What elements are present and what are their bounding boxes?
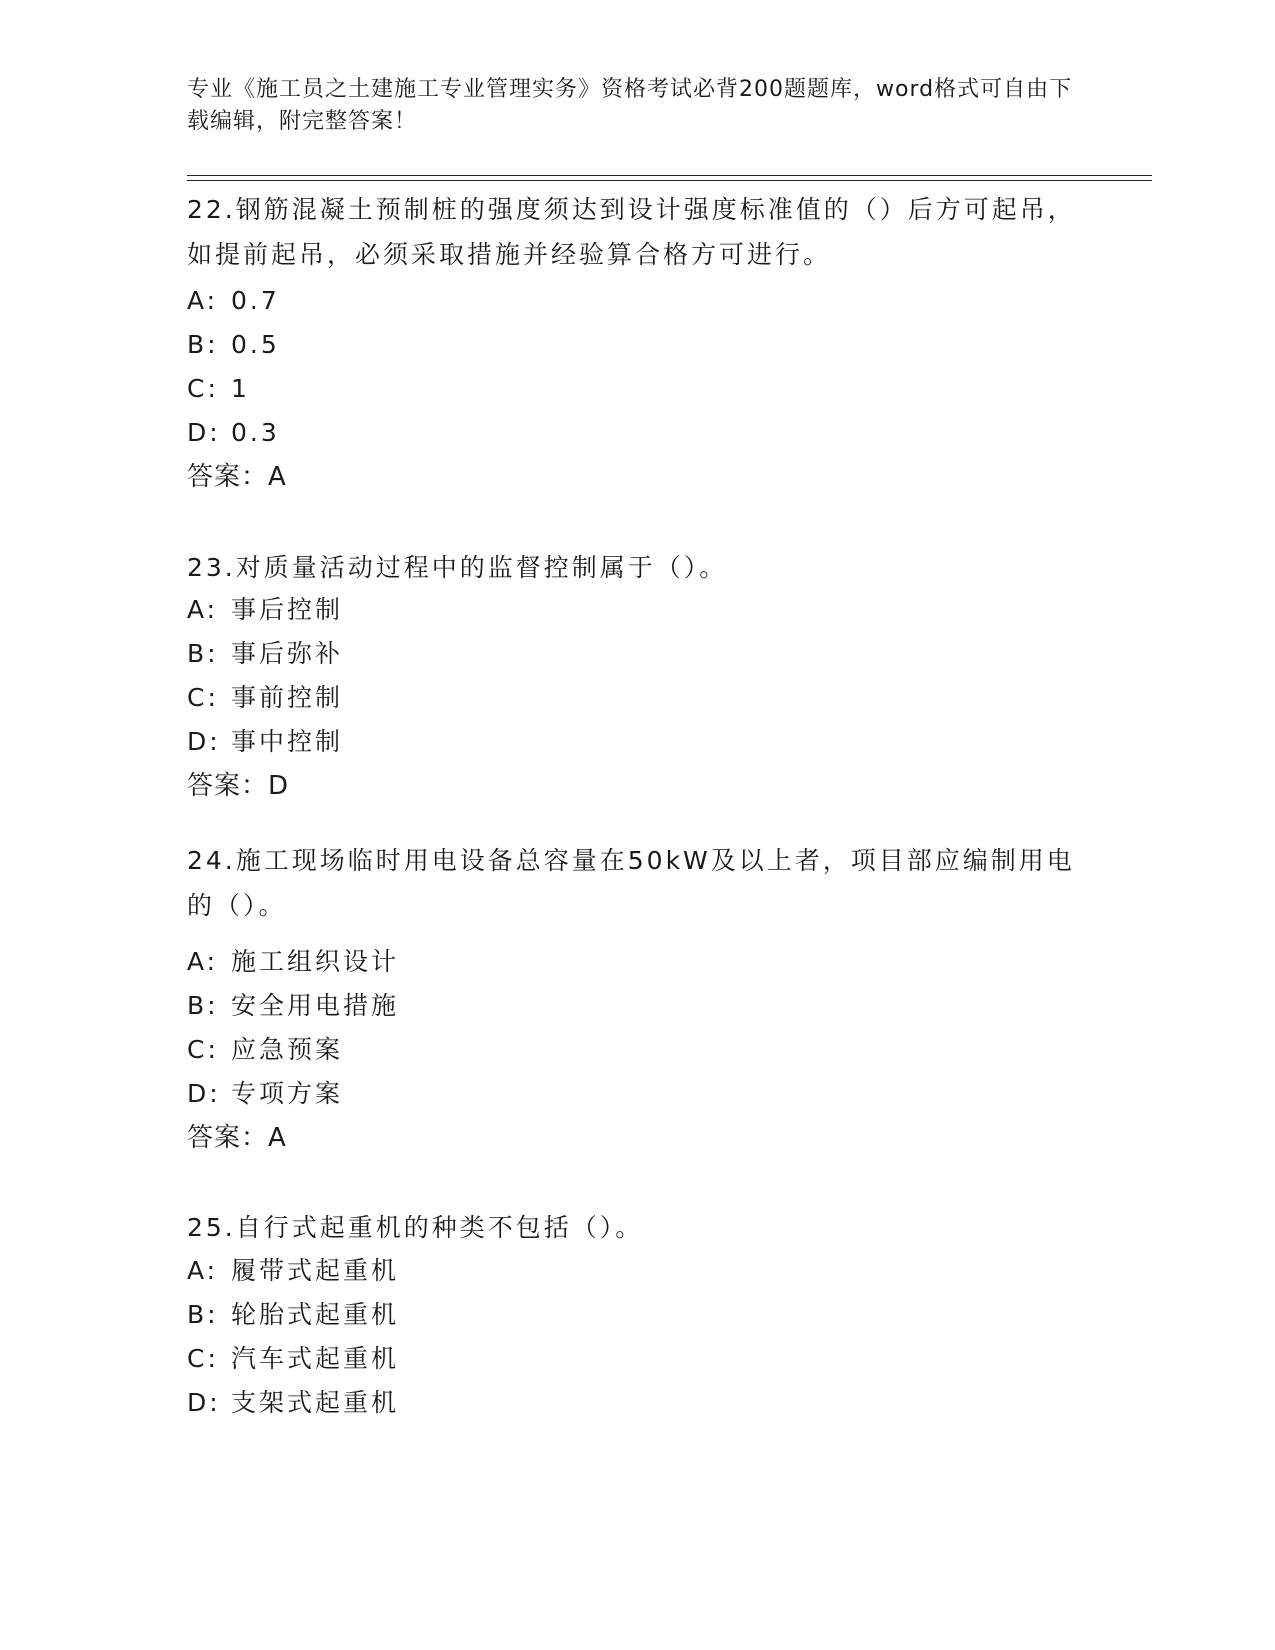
question-24-option-b [187, 991, 399, 1021]
question-23-option-b [187, 639, 343, 669]
option-text: 事中控制 [231, 727, 344, 756]
option-text: 施工组织设计 [231, 947, 400, 976]
option-label: A: [187, 1256, 219, 1285]
option-text: 汽车式起重机 [231, 1344, 400, 1373]
question-25-option-b [187, 1300, 399, 1330]
option-text: 事后弥补 [231, 639, 344, 668]
option-text: 应急预案 [231, 1035, 344, 1064]
question-22-text: 22.钢筋混凝土预制桩的强度须达到设计强度标准值的（）后方可起吊，如提前起吊，必须采取措施并经验算合格方可进行。 [187, 195, 1076, 269]
option-label: D: [187, 727, 221, 756]
option-label: B: [187, 1300, 219, 1329]
question-23-option-c [187, 683, 343, 713]
option-label: B: [187, 330, 219, 359]
question-24-option-a [187, 947, 399, 977]
question-22-answer: 答案：A [187, 462, 287, 492]
header-divider-bottom [187, 180, 1152, 181]
option-label: D: [187, 1079, 221, 1108]
option-label: A: [187, 286, 219, 315]
option-text: 轮胎式起重机 [231, 1300, 400, 1329]
option-label: C: [187, 1035, 219, 1064]
header-divider-top [187, 175, 1152, 176]
option-label: C: [187, 374, 219, 403]
question-23-answer: 答案：D [187, 771, 290, 801]
option-text: 支架式起重机 [231, 1388, 400, 1417]
option-label: B: [187, 991, 219, 1020]
question-22-option-d [187, 418, 280, 448]
question-25-option-a [187, 1256, 399, 1286]
option-label: C: [187, 683, 219, 712]
option-label: B: [187, 639, 219, 668]
question-24-answer: 答案：A [187, 1123, 287, 1153]
question-25-text: 25.自行式起重机的种类不包括（）。 [187, 1213, 644, 1242]
question-22-option-a [187, 286, 280, 316]
option-text: 专项方案 [231, 1079, 344, 1108]
question-24-option-c [187, 1035, 343, 1065]
question-23-option-a [187, 595, 343, 625]
option-text: 1 [231, 374, 250, 403]
option-label: D: [187, 418, 221, 447]
option-text: 0.3 [231, 418, 280, 447]
question-25-option-d [187, 1388, 399, 1418]
option-label: C: [187, 1344, 219, 1373]
question-24-option-d [187, 1079, 343, 1109]
option-text: 安全用电措施 [231, 991, 400, 1020]
question-23-text: 23.对质量活动过程中的监督控制属于（）。 [187, 553, 728, 582]
question-25-option-c [187, 1344, 399, 1374]
document-header: 专业《施工员之土建施工专业管理实务》资格考试必背200题题库，word格式可自由下载编辑，附完整答案！ [187, 77, 1073, 134]
option-label: A: [187, 595, 219, 624]
option-label: D: [187, 1388, 221, 1417]
question-23-option-d [187, 727, 343, 757]
option-text: 事后控制 [231, 595, 344, 624]
question-22-option-c [187, 374, 250, 404]
option-text: 履带式起重机 [231, 1256, 400, 1285]
option-label: A: [187, 947, 219, 976]
question-24-text: 24.施工现场临时用电设备总容量在50kW及以上者，项目部应编制用电的（）。 [187, 846, 1075, 920]
option-text: 0.7 [231, 286, 280, 315]
option-text: 事前控制 [231, 683, 344, 712]
question-22-option-b [187, 330, 280, 360]
option-text: 0.5 [231, 330, 280, 359]
